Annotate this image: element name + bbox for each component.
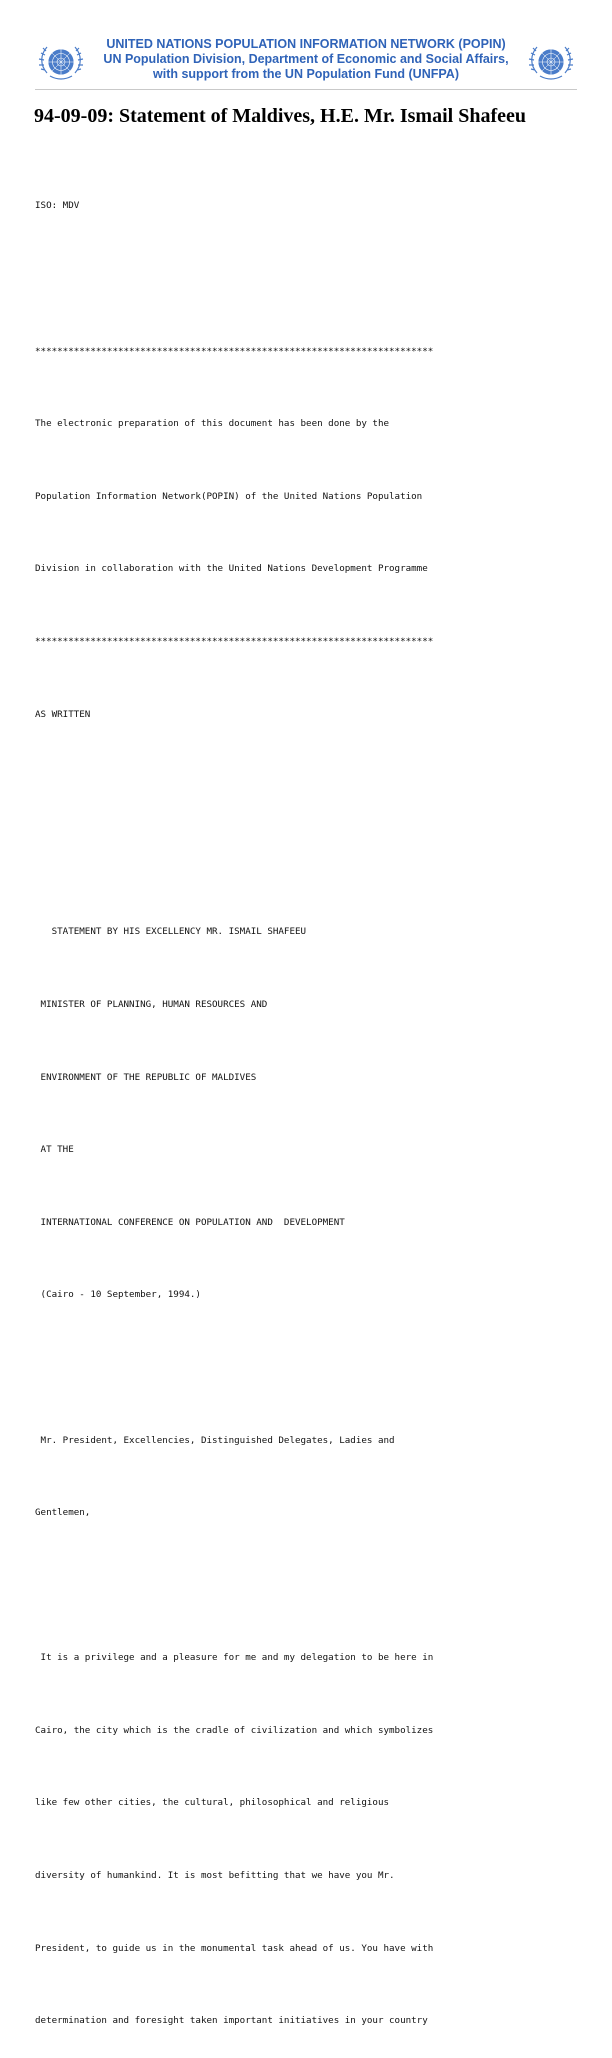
document-body (35, 146, 595, 2058)
text-line: diversity of humankind. It is most befitting that we have you Mr. (35, 1870, 395, 1882)
text-line: Mr. President, Excellencies, Distinguished Delegates, Ladies and (35, 1434, 395, 1446)
text-line: STATEMENT BY HIS EXCELLENCY MR. ISMAIL SHAFEEU (35, 926, 307, 938)
text-line: like few other cities, the cultural, philosophical and religious (35, 1797, 390, 1809)
text-line: ISO: MDV (35, 200, 80, 212)
text-line: It is a privilege and a pleasure for me and my delegation to be here in (35, 1652, 434, 1664)
page-header (0, 0, 612, 92)
page-title: 94-09-09: Statement of Maldives, H.E. Mr. Ismail Shafeeu (34, 105, 526, 127)
text-line: AS WRITTEN (35, 708, 91, 720)
text-line: President, to guide us in the monumental task ahead of us. You have with (35, 1942, 434, 1954)
text-line: MINISTER OF PLANNING, HUMAN RESOURCES AND (35, 998, 268, 1010)
header-line-1: UNITED NATIONS POPULATION INFORMATION NETWORK (POPIN) (106, 37, 506, 51)
text-line: Population Information Network(POPIN) of the United Nations Population (35, 490, 423, 502)
text-line (35, 775, 595, 799)
text-line: AT THE (35, 1144, 74, 1156)
text-line (35, 1574, 595, 1598)
popin-header-text (90, 37, 522, 82)
header-line-2: UN Population Division, Department of Economic and Social Affairs, (103, 52, 509, 66)
text-line: ************************************************************************ (35, 635, 434, 647)
text-line: (Cairo - 10 September, 1994.) (35, 1289, 201, 1301)
text-line: Cairo, the city which is the cradle of civilization and which symbolizes (35, 1724, 434, 1736)
text-line: Division in collaboration with the United Nations Development Programme (35, 563, 428, 575)
text-line (35, 267, 595, 291)
text-line: ************************************************************************ (35, 345, 434, 357)
un-emblem-icon (526, 37, 576, 87)
header-line-3: with support from the UN Population Fund (UNFPA) (153, 67, 459, 81)
text-line (35, 848, 595, 872)
text-line: INTERNATIONAL CONFERENCE ON POPULATION AND DEVELOPMENT (35, 1216, 345, 1228)
text-line (35, 1356, 595, 1380)
text-line: The electronic preparation of this document has been done by the (35, 418, 390, 430)
text-line: Gentlemen, (35, 1507, 91, 1519)
un-emblem-icon (36, 37, 86, 87)
text-line: determination and foresight taken important initiatives in your country (35, 2015, 428, 2027)
header-divider (35, 89, 577, 90)
text-line: ENVIRONMENT OF THE REPUBLIC OF MALDIVES (35, 1071, 257, 1083)
